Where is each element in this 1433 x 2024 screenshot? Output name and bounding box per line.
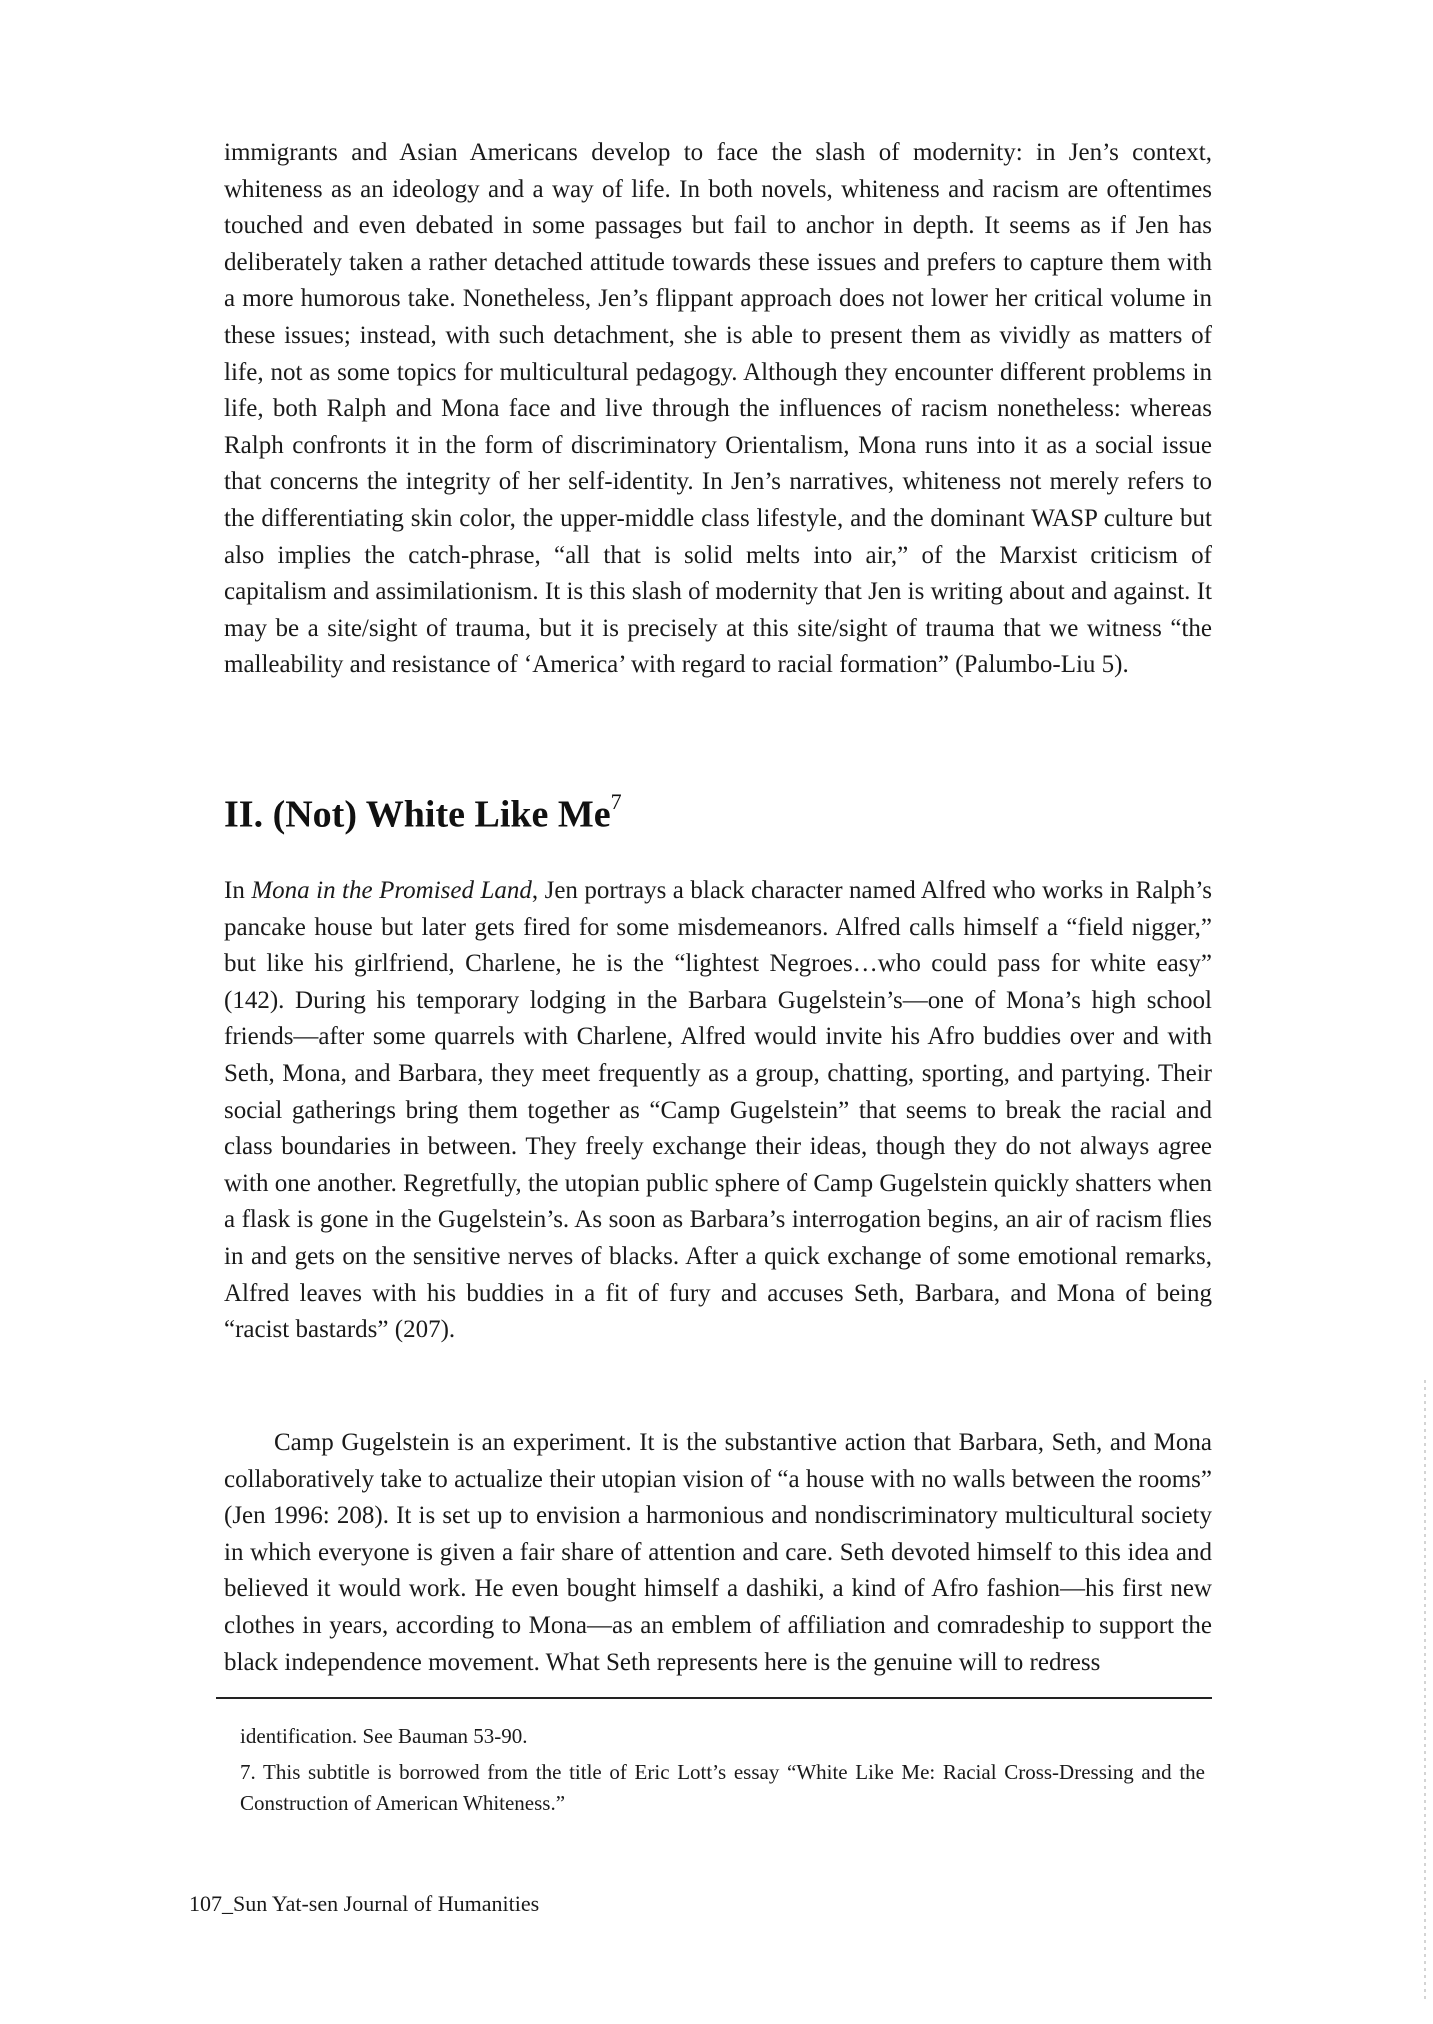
footnote-7: 7. This subtitle is borrowed from the title of Eric Lott’s essay “White Like Me: Racial Cross-Dressing and the Construction of American Whiteness.” [240, 1760, 1205, 1815]
paragraph-1: immigrants and Asian Americans develop to face the slash of modernity: in Jen’s context, whiteness as an ideology and a way of life. In both novels, whiteness and racism are oftentimes touched and even debated in some passages but fail to anchor in depth. It seems as if Jen has deliberately taken a rather detached attitude towards these issues and prefers to capture them with a more humorous take. Nonetheless, Jen’s flippant approach does not lower her critical volume in these issues; instead, with such detachment, she is able to present them as vividly as matters of life, not as some topics for multicultural pedagogy. Although they encounter different problems in life, both Ralph and Mona face and live through the influences of racism nonetheless: whereas Ralph confronts it in the form of discriminatory Orientalism, Mona runs into it as a social issue that concerns the integrity of her self-identity. In Jen’s narratives, whiteness not merely refers to the differentiating skin color, the upper-middle class lifestyle, and the dominant WASP culture but also implies the catch-phrase, “all that is solid melts into air,” of the Marxist criticism of capitalism and assimilationism. It is this slash of modernity that Jen is writing about and against. It may be a site/sight of trauma, but it is precisely at this site/sight of trauma that we witness “the malleability and resistance of ‘America’ with regard to racial formation” (Palumbo-Liu 5). [224, 139, 1212, 679]
section-heading-text: II. (Not) White Like Me [224, 793, 611, 836]
footnote-continued: identification. See Bauman 53-90. [240, 1724, 528, 1748]
paragraph-2-body: , Jen portrays a black character named Alfred who works in Ralph’s pancake house but later gets fired for some misdemeanors. Alfred calls himself a “field nigger,” but like his girlfriend, Charlene, he is the “lightest Negroes…who could pass for white easy” (142). During his temporary lodging in the Barbara Gugelstein’s—one of Mona’s high school friends—after some quarrels with Charlene, Alfred would invite his Afro buddies over and with Seth, Mona, and Barbara, they meet frequently as a group, chatting, sporting, and partying. Their social gatherings bring them together as “Camp Gugelstein” that seems to break the racial and class boundaries in between. They freely exchange their ideas, though they do not always agree with one another. Regretfully, the utopian public sphere of Camp Gugelstein quickly shatters when a flask is gone in the Gugelstein’s. As soon as Barbara’s interrogation begins, an air of racism flies in and gets on the sensitive nerves of blacks. After a quick exchange of some emotional remarks, Alfred leaves with his buddies in a fit of fury and accuses Seth, Barbara, and Mona of being “racist bastards” (207). [224, 877, 1212, 1344]
footnote-rule [216, 1697, 1212, 1699]
footnote-reference-7: 7 [610, 789, 622, 814]
paragraph-3: Camp Gugelstein is an experiment. It is the substantive action that Barbara, Seth, and Mona collaboratively take to actualize their utopian vision of “a house with no walls between the rooms” (Jen 1996: 208). It is set up to envision a harmonious and nondiscriminatory multicultural society in which everyone is given a fair share of attention and care. Seth devoted himself to this idea and believed it would work. He even bought himself a dashiki, a kind of Afro fashion—his first new clothes in years, according to Mona—as an emblem of affiliation and comradeship to support the black independence movement. What Seth represents here is the genuine will to redress [224, 1429, 1212, 1676]
paragraph-2-lead: In [224, 877, 252, 904]
running-footer: 107_Sun Yat-sen Journal of Humanities [189, 1891, 540, 1916]
book-title: Mona in the Promised Land [251, 877, 532, 904]
section-heading [224, 782, 622, 839]
scan-edge-artifact [1424, 1380, 1426, 2000]
paragraph-2 [224, 873, 1212, 1349]
